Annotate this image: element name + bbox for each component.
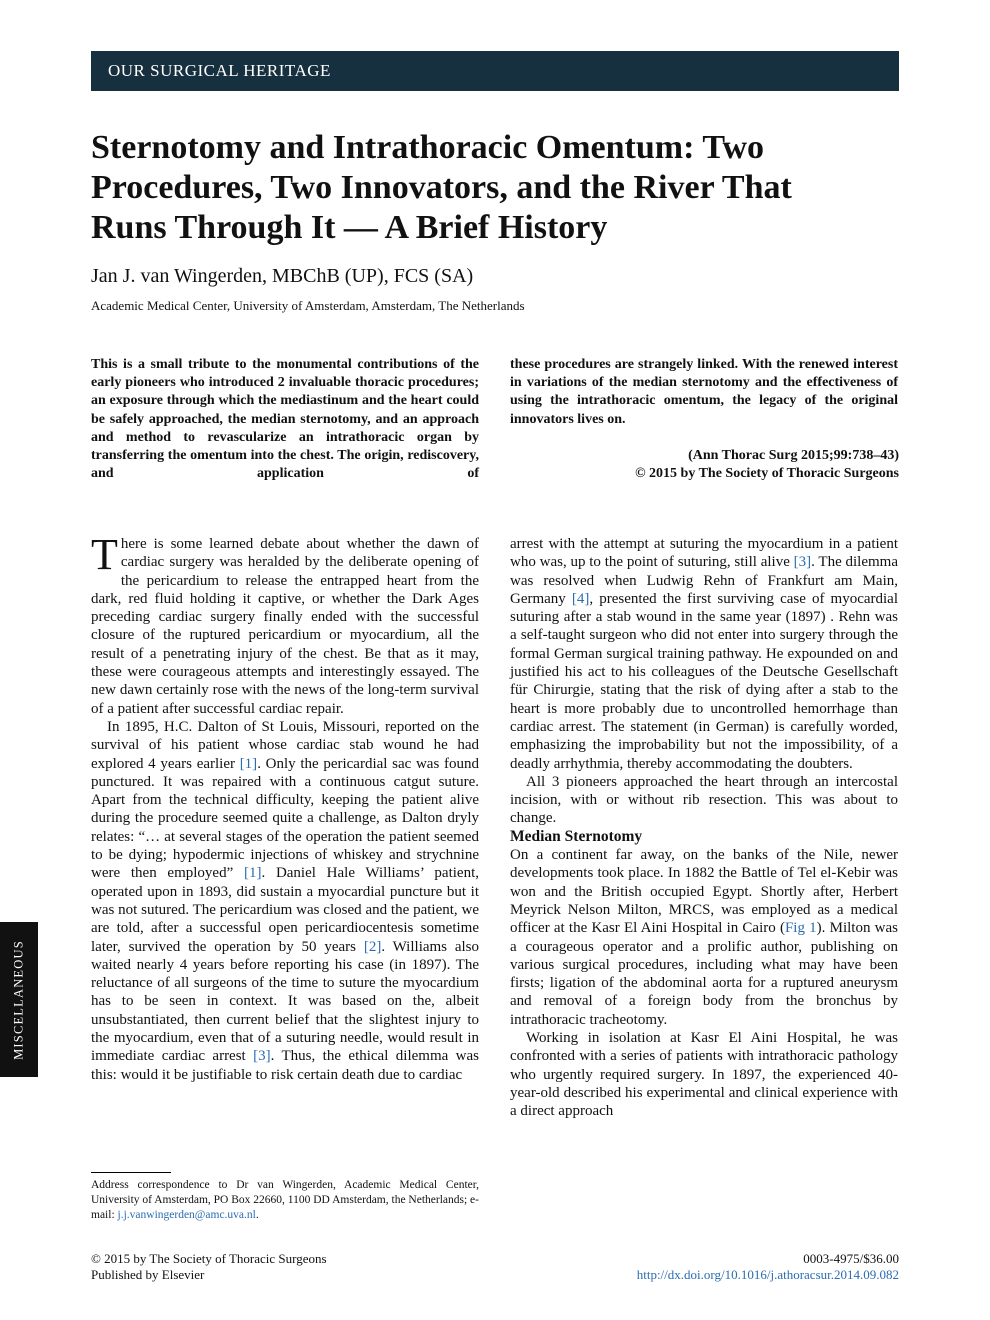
text-span: ). Milton was a courageous operator and a prolific author, publishing on various surgical procedures, including what may have been firsts; ligation of the abdominal aorta for a ruptured aneurysm and removal of a foreign body from the bronchus by intrathoracic tracheotomy. [510,920,898,1028]
text-span: arrest with the attempt at suturing the myocardium in a patient who was, up to the point of suturing, still alive [510,536,898,571]
footnote-text: Address correspondence to Dr van Wingerden, Academic Medical Center, University of Amsterdam, PO Box 22660, 1100 DD Amsterdam, the Netherlands; e-mail: [91,1179,479,1221]
side-category-tab [0,922,38,1077]
journal-citation: (Ann Thorac Surg 2015;99:738–43) [688,448,899,463]
intro-paragraph [91,530,479,718]
section-banner [91,51,899,91]
correspondence-footnote [91,1178,479,1223]
abstract-right: these procedures are strangely linked. With the renewed interest in variations of the median sternotomy and the effectiveness of using the intrathoracic omentum, the legacy of the original innovators lives on. [510,357,898,427]
issn-price: 0003-4975/$36.00 [803,1251,899,1266]
text-span: . Only the pericardial sac was found punctured. It was repaired with a continuous catgut suture. Apart from the technical difficulty, keeping the patient alive during the procedure seemed quite a challenge, as Dalton dryly relates: “… at several stages of the operation the patient seemed to be dying; hypodermic injections of whiskey and strychnine were then employed” [91,755,479,882]
kasr-el-aini-paragraph: Working in isolation at Kasr El Aini Hospital, he was confronted with a series of patients with intrathoracic pathology who urgently required surgery. In 1897, the experienced 40-year-old described his experimental and clinical experience with a direct approach [510,1030,898,1120]
milton-paragraph [510,846,898,1029]
text-span: , presented the first surviving case of myocardial suturing after a stab wound in the same year (1897) . Rehn was a self-taught surgeon who did not enter into surgery through the formal German surgical training pathway. He expounded on and justified his act to his colleagues of the Deutsche Gesellschaft für Chirurgie, stating that the risk of dying after a stab to the heart is more probably due to uncontrolled hemorrhage than cardiac arrest. The statement (in German) is carefully worded, emphasizing the improbability but not the impossibility, of a deadly arrhythmia, thereby accommodating the doubters. [510,590,899,772]
text-span: . Williams also waited nearly 4 years before reporting his case (in 1897). The reluctance of all surgeons of the time to suture the myocardium has to be seen in context. It was based on the, albeit unsubstantiated, then current belief that the slightest injury to the myocardium, even that of a suturing needle, would result in immediate cardiac arrest [91,938,480,1065]
article-title: Sternotomy and Intrathoracic Omentum: Two Procedures, Two Innovators, and the River That Runs Through It — A Brief History [91,129,792,246]
email-link[interactable]: j.j.vanwingerden@amc.uva.nl [117,1209,256,1221]
dalton-paragraph [91,718,479,1084]
text-span: . Thus, the ethical dilemma was this: would it be justifiable to risk certain death due to cardiac [91,1048,480,1083]
text-span: On a continent far away, on the banks of the Nile, newer developments took place. In 1882 the Battle of Tel el-Kebir was won and the British occupied Egypt. Shortly after, Herbert Meyrick Nelson Milton, MRCS, was employed as a medical officer at the Kasr El Aini Hospital in Cairo ( [510,847,898,937]
footer-publisher: Published by Elsevier [91,1267,205,1282]
footnote-end: . [255,1209,259,1221]
drop-cap: T [91,530,118,579]
body-column-left [91,530,480,1084]
intro-text: here is some learned debate about whether the dawn of cardiac surgery was heralded by the deliberate opening of the pericardium to release the entrapped heart from the dark, red fluid holding it captive, or whether the Dark Ages preceding cardiac surgery finally ended with the successful closure of the ruptured pericardium or myocardium, all the result of a penetrating injury of the chest. Be that as it may, these were courageous attempts and interestingly essayed. The new dawn certainly rose with the news of the long-term survival of a patient after successful cardiac repair. [91,536,479,717]
reference-link-1[interactable]: [1] [239,755,258,772]
body-column-right [510,535,898,1121]
reference-link-3b[interactable]: [3] [793,554,812,571]
footer-copyright: © 2015 by The Society of Thoracic Surgeons [91,1251,327,1266]
footnote-divider [91,1172,171,1173]
abstract-citation-block [635,447,899,483]
figure-link-1[interactable]: Fig 1 [784,920,817,937]
text-span: . The dilemma was resolved when Ludwig Rehn of Frankfurt am Main, Germany [510,554,898,607]
banner-label: OUR SURGICAL HERITAGE [108,61,331,80]
rehn-paragraph [510,535,898,773]
abstract-left: This is a small tribute to the monumental contributions of the early pioneers who introduced 2 invaluable thoracic procedures; an exposure through which the mediastinum and the heart could be safely approached, the median sternotomy, and an approach and method to revascularize an intrathoracic organ by transferring the omentum into the chest. The origin, rediscovery, and application of [91,357,479,482]
doi-link[interactable]: http://dx.doi.org/10.1016/j.athoracsur.2014.09.082 [636,1267,899,1282]
side-tab-label: MISCELLANEOUS [11,939,26,1060]
section-heading-median-sternotomy: Median Sternotomy [510,827,643,845]
abstract-copyright: © 2015 by The Society of Thoracic Surgeons [635,466,899,482]
affiliation: Academic Medical Center, University of Amsterdam, Amsterdam, The Netherlands [91,298,525,313]
author-line: Jan J. van Wingerden, MBChB (UP), FCS (SA) [91,265,474,287]
reference-link-3[interactable]: [3] [253,1048,271,1065]
text-span: In 1895, H.C. Dalton of St Louis, Missouri, reported on the survival of his patient whose cardiac stab wound he had explored 4 years earlier [91,718,479,772]
footer-left [91,1251,327,1283]
text-span: . Daniel Hale Williams’ patient, operated upon in 1893, did sustain a myocardial puncture but it was not sutured. The pericardium was closed and the patient, we are told, after a successful open pericardiocentesis sometime later, survived the operation by 50 years [91,865,479,955]
reference-link-4[interactable]: [4] [571,590,590,607]
reference-link-2[interactable]: [2] [363,938,382,955]
reference-link-1b[interactable]: [1] [243,865,262,882]
pioneers-paragraph: All 3 pioneers approached the heart through an intercostal incision, with or without rib resection. This was about to change. [510,773,898,827]
footer-right [637,1251,899,1283]
